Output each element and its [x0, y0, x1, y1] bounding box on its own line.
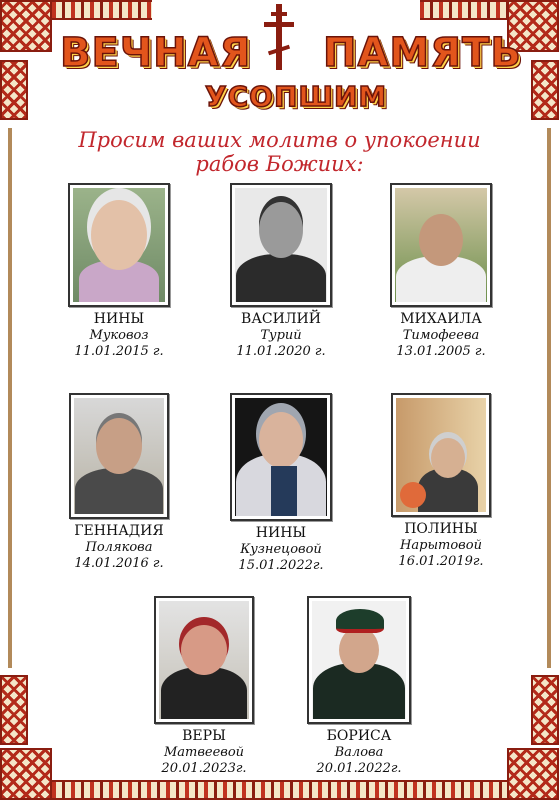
person-name: НИНЫ: [255, 525, 307, 541]
person-surname: Полякова: [85, 540, 153, 555]
portrait-photo: [235, 188, 327, 302]
portrait-frame: [390, 183, 492, 307]
orthodox-cross-icon: [262, 4, 296, 70]
person-surname: Турий: [260, 328, 302, 343]
corner-ornament-bottom-left: [0, 748, 52, 800]
person-surname: Матвеевой: [163, 745, 245, 760]
person-surname: Муковоз: [89, 328, 149, 343]
person-name: ВЕРЫ: [182, 728, 226, 744]
side-ornament-right-bottom: [531, 675, 559, 745]
prayer-text-line2: рабов Божиих:: [195, 152, 364, 176]
side-ornament-left-top: [0, 60, 28, 120]
portrait-frame: [391, 393, 491, 517]
memorial-card: [206, 393, 356, 574]
portrait-photo: [159, 601, 249, 719]
person-name: БОРИСА: [326, 728, 392, 744]
portrait-frame: [230, 393, 332, 521]
death-date: 11.01.2020 г.: [236, 344, 326, 359]
title-right: ПАМЯТЬ: [323, 30, 522, 76]
person-name: ПОЛИНЫ: [404, 521, 478, 537]
person-name: НИНЫ: [93, 311, 145, 327]
portrait-frame: [68, 183, 170, 307]
prayer-text-line1: Просим ваших молитв о упокоении: [78, 128, 481, 152]
portrait-photo: [396, 398, 486, 512]
portrait-frame: [230, 183, 332, 307]
corner-ornament-top-left: [0, 0, 52, 52]
border-top-left: [52, 0, 152, 20]
person-name: МИХАИЛА: [400, 311, 482, 327]
memorial-card: [366, 393, 516, 570]
memorial-card: [44, 393, 194, 572]
portrait-frame: [69, 393, 169, 519]
portrait-photo: [73, 188, 165, 302]
border-top-right: [420, 0, 507, 20]
person-surname: Кузнецовой: [240, 542, 322, 557]
memorial-card: [206, 183, 356, 360]
death-date: 20.01.2023г.: [161, 761, 247, 776]
side-ornament-right-top: [531, 60, 559, 120]
border-bottom: [52, 780, 507, 800]
portrait-photo: [395, 188, 487, 302]
person-name: ВАСИЛИЙ: [241, 311, 321, 327]
person-surname: Нарытовой: [400, 538, 482, 553]
corner-ornament-bottom-right: [507, 748, 559, 800]
portrait-photo: [312, 601, 406, 719]
memorial-card: [44, 183, 194, 360]
death-date: 20.01.2022г.: [316, 761, 402, 776]
death-date: 11.01.2015 г.: [74, 344, 164, 359]
person-surname: Тимофеева: [402, 328, 480, 343]
memorial-card: [284, 596, 434, 777]
memorial-card: [366, 183, 516, 360]
border-right: [547, 128, 551, 668]
portrait-photo: [235, 398, 327, 516]
death-date: 15.01.2022г.: [238, 558, 324, 573]
border-left: [8, 128, 12, 668]
death-date: 16.01.2019г.: [398, 554, 484, 569]
title-sub: УСОПШИМ: [205, 80, 388, 113]
title-left: ВЕЧНАЯ: [60, 30, 252, 76]
portrait-photo: [74, 398, 164, 514]
memorial-card: [129, 596, 279, 777]
portrait-frame: [154, 596, 254, 724]
death-date: 14.01.2016 г.: [74, 556, 164, 571]
death-date: 13.01.2005 г.: [396, 344, 486, 359]
person-surname: Валова: [334, 745, 384, 760]
person-name: ГЕННАДИЯ: [74, 523, 164, 539]
side-ornament-left-bottom: [0, 675, 28, 745]
portrait-frame: [307, 596, 411, 724]
